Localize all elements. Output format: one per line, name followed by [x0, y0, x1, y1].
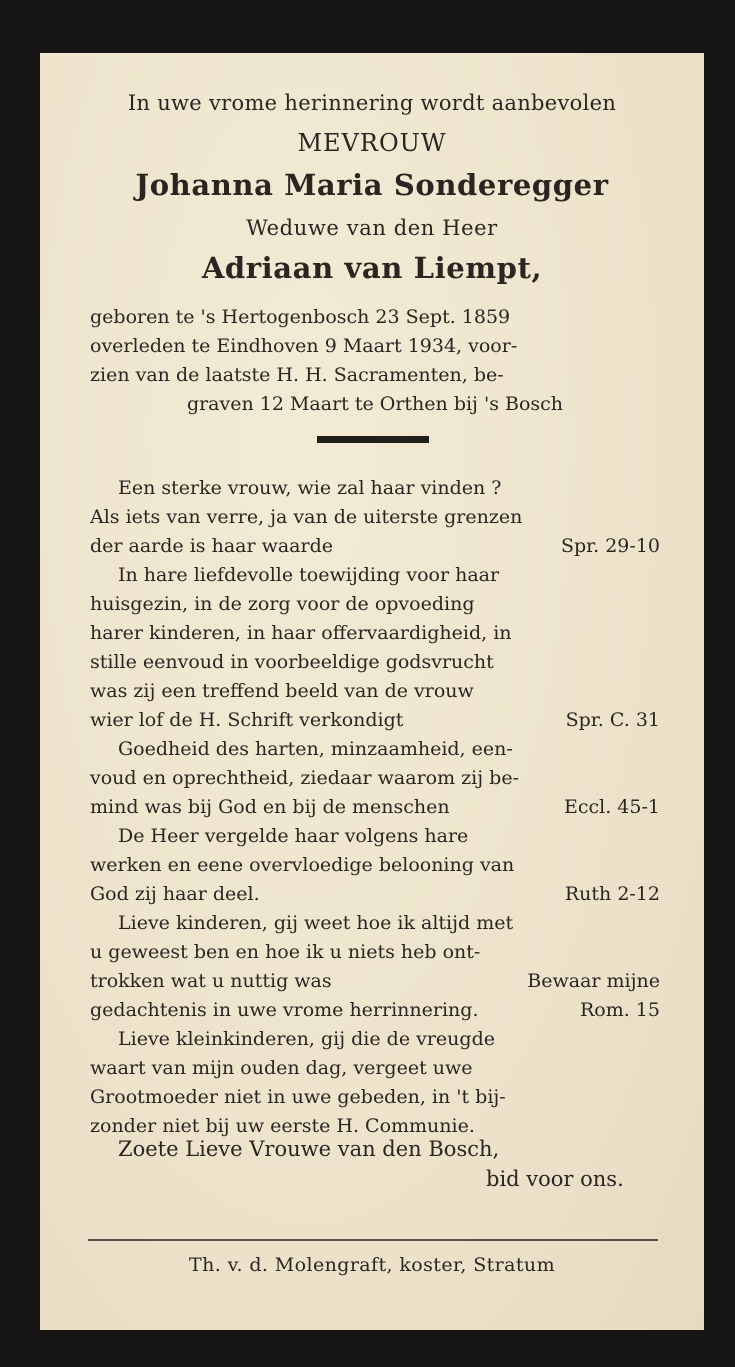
text-line — [90, 1025, 660, 1054]
text-line — [90, 880, 660, 909]
scripture-reference: Bewaar mijne — [527, 970, 660, 992]
text-line — [90, 764, 660, 793]
title-mevrouw: MEVROUW — [297, 129, 447, 157]
printer-credit: Th. v. d. Molengraft, koster, Stratum — [189, 1254, 555, 1276]
text-line-main: Als iets van verre, ja van de uiterste grenzen — [90, 506, 523, 528]
text-line — [90, 677, 660, 706]
scripture-reference: Spr. 29-10 — [560, 535, 660, 557]
text-line — [90, 1054, 660, 1083]
text-line-main: In hare liefdevolle toewijding voor haar — [118, 564, 500, 586]
closing-prayer-line-2: bid voor ons. — [486, 1167, 624, 1191]
text-line-main: was zij een treffend beeld van de vrouw — [90, 680, 474, 702]
text-line — [90, 909, 660, 938]
bio-line: overleden te Eindhoven 9 Maart 1934, voor- — [90, 335, 518, 357]
text-line-main: huisgezin, in de zorg voor de opvoeding — [90, 593, 475, 615]
scripture-reference: Spr. C. 31 — [565, 709, 660, 731]
text-line — [90, 503, 660, 532]
text-line — [90, 474, 660, 503]
text-line-main: Grootmoeder niet in uwe gebeden, in 't bij- — [90, 1086, 506, 1108]
bio-line: graven 12 Maart te Orthen bij 's Bosch — [186, 393, 564, 415]
text-line — [90, 619, 660, 648]
text-line-main: werken en eene overvloedige belooning van — [90, 854, 515, 876]
bio-line: geboren te 's Hertogenbosch 23 Sept. 1859 — [90, 306, 511, 328]
deceased-name: Johanna Maria Sonderegger — [135, 168, 609, 202]
text-line-main: wier lof de H. Schrift verkondigt — [90, 709, 404, 731]
text-line-main: Lieve kleinkinderen, gij die de vreugde — [118, 1028, 495, 1050]
divider-bar — [317, 436, 429, 443]
text-line-main: De Heer vergelde haar volgens hare — [118, 825, 469, 847]
text-line-main: Een sterke vrouw, wie zal haar vinden ? — [118, 477, 502, 499]
text-line — [90, 735, 660, 764]
text-line — [90, 561, 660, 590]
text-line — [90, 996, 660, 1025]
husband-name: Adriaan van Liempt, — [201, 251, 543, 285]
text-line — [90, 967, 660, 996]
closing-prayer-line-1: Zoete Lieve Vrouwe van den Bosch, — [118, 1137, 500, 1161]
text-line — [90, 648, 660, 677]
intro-line: In uwe vrome herinnering wordt aanbevolen — [127, 91, 617, 115]
text-line-main: stille eenvoud in voorbeeldige godsvrucht — [90, 651, 494, 673]
text-line-main: harer kinderen, in haar offervaardigheid, in — [90, 622, 512, 644]
text-line-main: u geweest ben en hoe ik u niets heb ont- — [90, 941, 481, 963]
text-line-main: voud en oprechtheid, ziedaar waarom zij be- — [90, 767, 519, 789]
text-line — [90, 706, 660, 735]
text-line-main: zonder niet bij uw eerste H. Communie. — [90, 1115, 475, 1137]
scripture-text-block — [90, 474, 660, 1141]
widow-of-line: Weduwe van den Heer — [246, 216, 498, 240]
scripture-reference: Ruth 2-12 — [564, 883, 660, 905]
text-line-main: waart van mijn ouden dag, vergeet uwe — [90, 1057, 473, 1079]
text-line-main: Lieve kinderen, gij weet hoe ik altijd met — [118, 912, 514, 934]
text-line-main: mind was bij God en bij de menschen — [90, 796, 450, 818]
scripture-reference: Eccl. 45-1 — [564, 796, 660, 818]
text-line-main: Goedheid des harten, minzaamheid, een- — [118, 738, 513, 760]
text-line-main: gedachtenis in uwe vrome herrinnering. — [90, 999, 479, 1021]
text-line — [90, 532, 660, 561]
horizontal-rule — [88, 1239, 658, 1241]
text-line — [90, 822, 660, 851]
text-line — [90, 590, 660, 619]
text-line-main: trokken wat u nuttig was — [90, 970, 332, 992]
text-line-main: God zij haar deel. — [90, 883, 260, 905]
text-line — [90, 851, 660, 880]
biography-block — [90, 303, 660, 419]
bio-line: zien van de laatste H. H. Sacramenten, be- — [90, 364, 504, 386]
scripture-reference: Rom. 15 — [579, 999, 660, 1021]
prayer-card — [40, 53, 704, 1330]
text-line-main: der aarde is haar waarde — [90, 535, 334, 557]
text-line — [90, 1083, 660, 1112]
text-line — [90, 938, 660, 967]
text-line — [90, 793, 660, 822]
